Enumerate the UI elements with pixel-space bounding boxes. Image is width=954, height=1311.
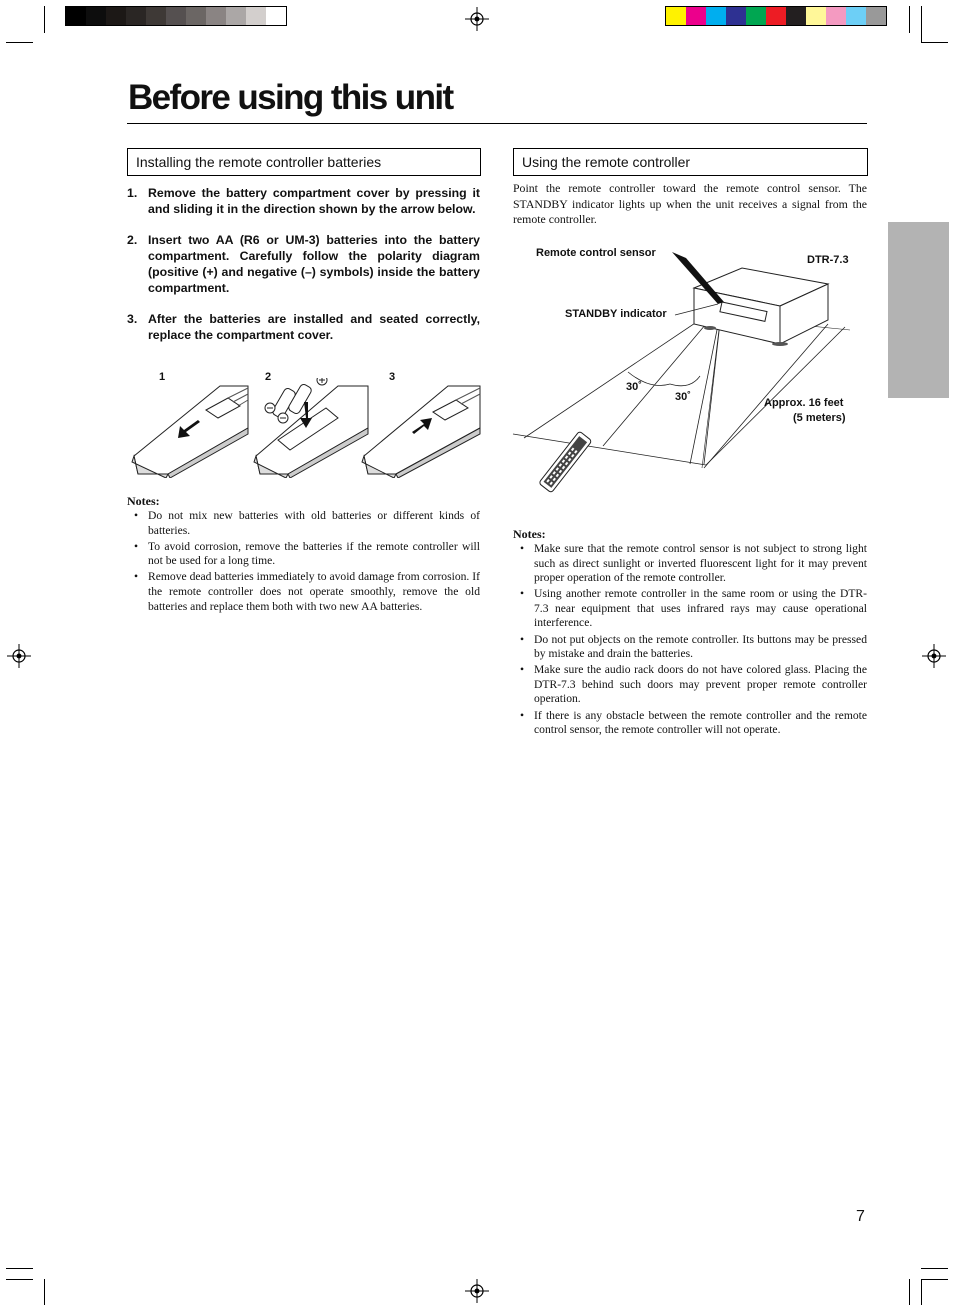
- note-text: If there is any obstacle between the remote controller and the remote control sensor, the remote controller will not operate.: [534, 708, 867, 737]
- section-title-batteries: Installing the remote controller batteries: [127, 148, 481, 176]
- page-number: 7: [856, 1208, 865, 1225]
- step-text: Insert two AA (R6 or UM-3) batteries into the battery compartment. Carefully follow the polarity diagram (positive (+) and negative (–) symbols) inside the battery compartment.: [148, 233, 480, 295]
- title-rule: [127, 123, 867, 124]
- color-swatch: [206, 7, 226, 25]
- crop-mark: [921, 1268, 948, 1269]
- crop-mark: [909, 6, 910, 33]
- crop-mark: [6, 42, 33, 43]
- color-swatch: [146, 7, 166, 25]
- step-3: [127, 311, 480, 343]
- figure-label-3: 3: [389, 371, 396, 383]
- battery-notes: [127, 509, 480, 616]
- color-swatch: [726, 7, 746, 25]
- color-swatch: [706, 7, 726, 25]
- note-item: • Do not mix new batteries with old batteries or different kinds of batteries.: [134, 509, 480, 537]
- standby-indicator-label: STANDBY indicator: [565, 308, 667, 320]
- note-text: Do not mix new batteries with old batteries or different kinds of batteries.: [148, 509, 480, 537]
- color-swatch: [106, 7, 126, 25]
- note-item: • Do not put objects on the remote controller. Its buttons may be pressed by mistake and drain the batteries.: [520, 632, 867, 661]
- color-swatch: [806, 7, 826, 25]
- step-1: [127, 185, 480, 217]
- registration-mark-icon: [465, 7, 489, 31]
- notes-heading: Notes:: [127, 494, 160, 508]
- color-swatch: [246, 7, 266, 25]
- note-item: • Remove dead batteries immediately to avoid damage from corrosion. If the remote controller does not operate smoothly, remove the old batteries and replace them both with two new AA batteries.: [134, 570, 480, 613]
- color-swatch: [846, 7, 866, 25]
- notes-heading: Notes:: [513, 527, 546, 541]
- note-item: • Using another remote controller in the same room or using the DTR-7.3 near equipment that uses infrared rays may cause operational interference.: [520, 587, 867, 630]
- color-swatch: [686, 7, 706, 25]
- note-text: Do not put objects on the remote controller. Its buttons may be pressed by mistake and drain the batteries.: [534, 632, 867, 661]
- remote-sensor-label: Remote control sensor: [536, 247, 656, 259]
- side-tab: [888, 222, 949, 398]
- step-text: After the batteries are installed and seated correctly, replace the compartment cover.: [148, 312, 480, 342]
- step-number: 1.: [127, 186, 138, 200]
- color-swatch: [66, 7, 86, 25]
- color-swatch: [826, 7, 846, 25]
- color-swatch: [126, 7, 146, 25]
- registration-mark-icon: [465, 1279, 489, 1303]
- registration-mark-icon: [7, 644, 31, 668]
- figure-label-1: 1: [159, 371, 166, 383]
- crop-mark: [921, 1279, 922, 1305]
- step-2: [127, 232, 480, 296]
- remote-notes: [513, 542, 867, 739]
- note-text: Using another remote controller in the same room or using the DTR-7.3 near equipment that uses infrared rays may cause operational interference.: [534, 587, 867, 630]
- process-color-bar: [665, 6, 887, 26]
- distance-label-line2: (5 meters): [793, 412, 846, 424]
- angle-label-2: 30˚: [675, 391, 691, 403]
- crop-mark: [44, 1279, 45, 1305]
- registration-mark-icon: [922, 644, 946, 668]
- color-swatch: [166, 7, 186, 25]
- color-swatch: [746, 7, 766, 25]
- note-item: • Make sure the audio rack doors do not have colored glass. Placing the DTR-7.3 behind such doors may prevent proper remote controller operation.: [520, 663, 867, 706]
- note-item: • Make sure that the remote control sensor is not subject to strong light such as direct sunlight or inverted fluorescent light for it may prevent proper operation of the remote controller.: [520, 542, 867, 585]
- crop-mark: [6, 1268, 33, 1269]
- note-item: • To avoid corrosion, remove the batteries if the remote controller will not be used for a long time.: [134, 539, 480, 568]
- color-swatch: [786, 7, 806, 25]
- note-item: • If there is any obstacle between the remote controller and the remote control sensor, the remote controller will not operate.: [520, 708, 867, 737]
- step-text: Remove the battery compartment cover by pressing it and sliding it in the direction shown by the arrow below.: [148, 186, 480, 216]
- step-number: 2.: [127, 233, 138, 247]
- battery-steps: [127, 185, 480, 358]
- intro-paragraph: Point the remote controller toward the remote control sensor. The STANDBY indicator lights up when the unit receives a signal from the remote controller.: [513, 181, 867, 227]
- crop-mark: [6, 1279, 33, 1280]
- color-swatch: [226, 7, 246, 25]
- remote-range-diagram: [510, 240, 870, 520]
- battery-cover-removal-illustration: [128, 378, 483, 478]
- color-swatch: [766, 7, 786, 25]
- note-text: Make sure the audio rack doors do not have colored glass. Placing the DTR-7.3 behind such doors may prevent proper remote controller operation.: [534, 663, 867, 706]
- color-swatch: [186, 7, 206, 25]
- note-text: To avoid corrosion, remove the batteries if the remote controller will not be used for a long time.: [148, 539, 480, 568]
- section-title-using-remote: Using the remote controller: [513, 148, 868, 176]
- crop-mark: [921, 6, 922, 43]
- figure-label-2: 2: [265, 371, 272, 383]
- crop-mark: [921, 42, 948, 43]
- page-title: Before using this unit: [128, 78, 453, 117]
- grayscale-color-bar: [65, 6, 287, 26]
- color-swatch: [866, 7, 886, 25]
- note-text: Remove dead batteries immediately to avoid damage from corrosion. If the remote controller does not operate smoothly, remove the old batteries and replace them both with two new AA batteries.: [148, 570, 480, 613]
- color-swatch: [266, 7, 286, 25]
- crop-mark: [909, 1279, 910, 1305]
- angle-label-1: 30˚: [626, 381, 642, 393]
- note-text: Make sure that the remote control sensor is not subject to strong light such as direct sunlight or inverted fluorescent light for it may prevent proper operation of the remote controller.: [534, 542, 867, 585]
- color-swatch: [666, 7, 686, 25]
- color-swatch: [86, 7, 106, 25]
- distance-label-line1: Approx. 16 feet: [764, 397, 844, 409]
- step-number: 3.: [127, 312, 138, 326]
- crop-mark: [44, 6, 45, 33]
- model-label: DTR-7.3: [807, 254, 849, 266]
- crop-mark: [921, 1279, 948, 1280]
